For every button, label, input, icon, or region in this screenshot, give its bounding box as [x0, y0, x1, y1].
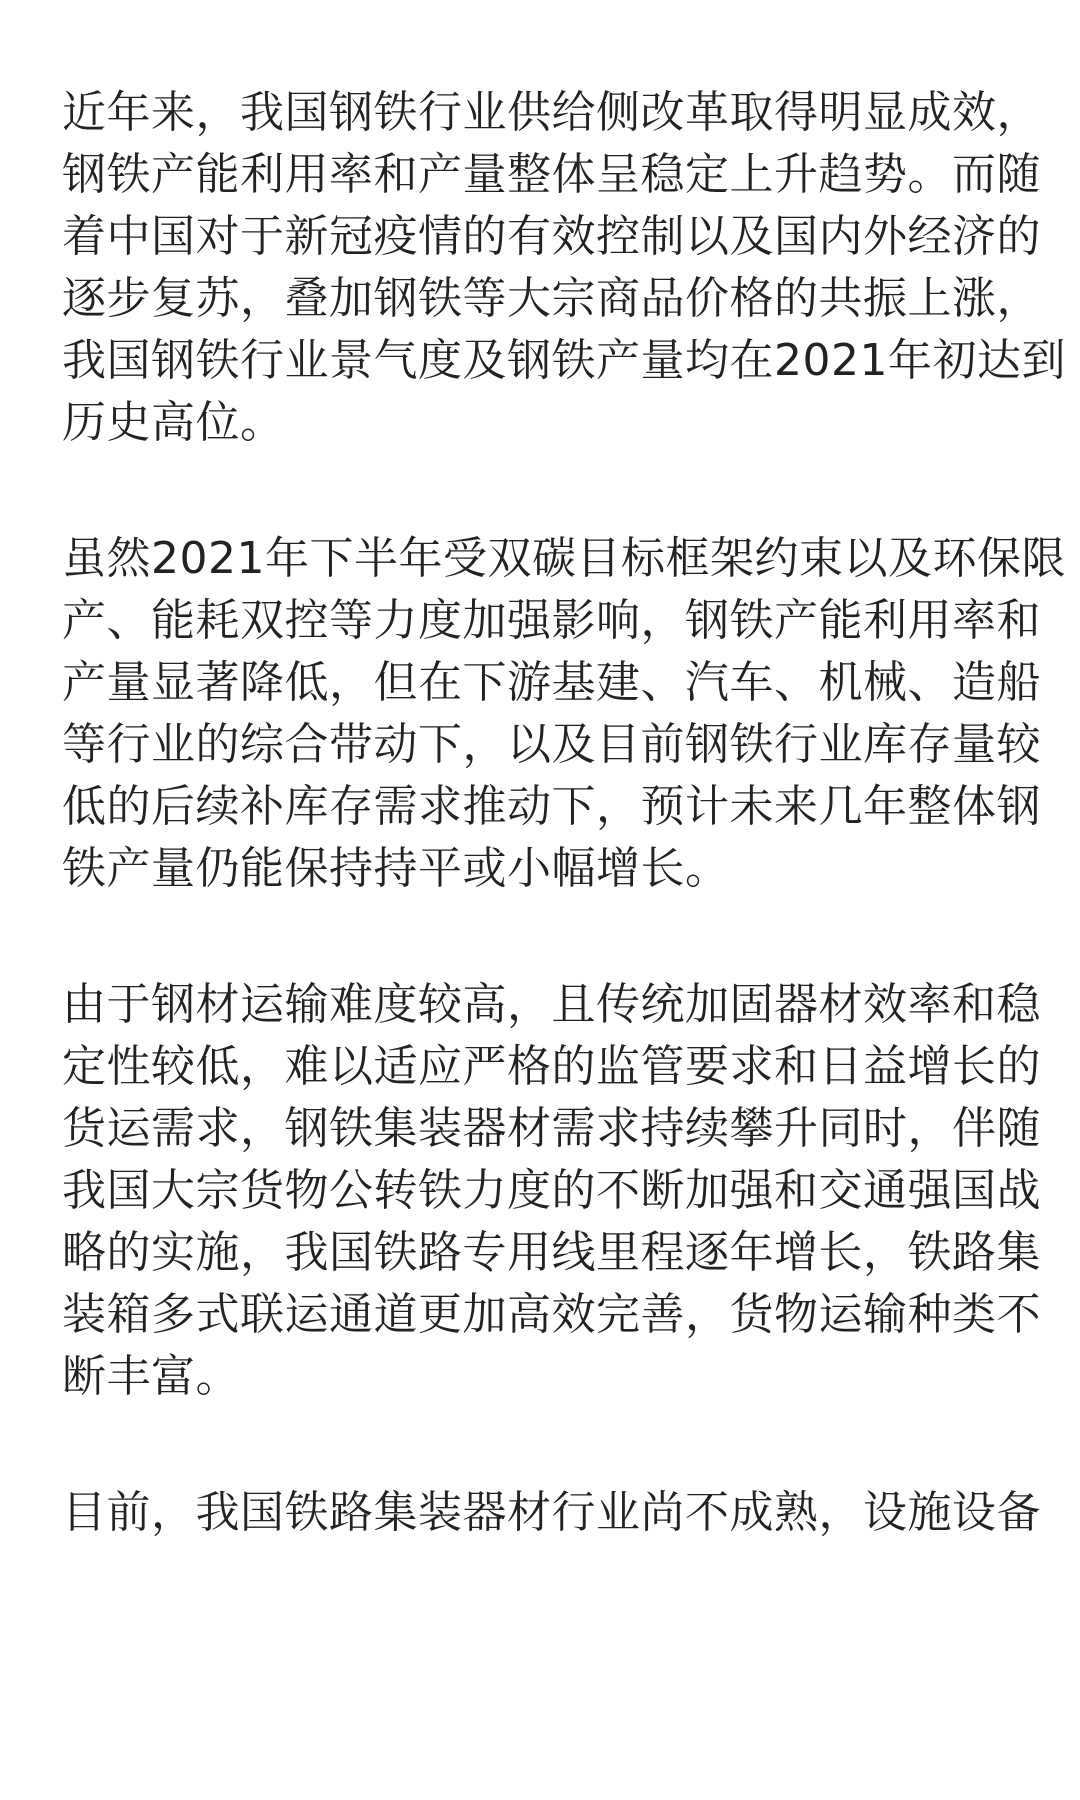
text-line: 近年来，我国钢铁行业供给侧改革取得明显成效， [62, 87, 1041, 138]
text-line: 装箱多式联运通道更加高效完善，货物运输种类不 [62, 1289, 1041, 1340]
paragraph-4 [62, 1482, 1041, 1544]
text-line: 我国钢铁行业景气度及钢铁产量均在2021年初达到 [62, 335, 1066, 386]
text-line: 略的实施，我国铁路专用线里程逐年增长，铁路集 [62, 1227, 1041, 1278]
text-line: 历史高位。 [62, 397, 285, 448]
text-line: 产、能耗双控等力度加强影响，钢铁产能利用率和 [62, 595, 1041, 646]
text-line: 产量显著降低，但在下游基建、汽车、机械、造船 [62, 657, 1041, 708]
paragraph-1 [62, 82, 1066, 454]
text-line: 铁产量仍能保持持平或小幅增长。 [62, 843, 730, 894]
article-body [62, 82, 1066, 1618]
text-line: 定性较低，难以适应严格的监管要求和日益增长的 [62, 1041, 1041, 1092]
text-line: 钢铁产能利用率和产量整体呈稳定上升趋势。而随 [62, 149, 1041, 200]
text-line: 等行业的综合带动下，以及目前钢铁行业库存量较 [62, 719, 1041, 770]
paragraph-3 [62, 974, 1041, 1408]
text-line: 逐步复苏，叠加钢铁等大宗商品价格的共振上涨， [62, 273, 1041, 324]
text-line: 低的后续补库存需求推动下，预计未来几年整体钢 [62, 781, 1041, 832]
text-line: 断丰富。 [62, 1351, 240, 1402]
text-line: 虽然2021年下半年受双碳目标框架约束以及环保限 [62, 533, 1066, 584]
text-line: 我国大宗货物公转铁力度的不断加强和交通强国战 [62, 1165, 1041, 1216]
paragraph-2 [62, 528, 1066, 900]
text-line: 着中国对于新冠疫情的有效控制以及国内外经济的 [62, 211, 1041, 262]
text-line: 由于钢材运输难度较高，且传统加固器材效率和稳 [62, 979, 1041, 1030]
text-line: 货运需求，钢铁集装器材需求持续攀升同时，伴随 [62, 1103, 1041, 1154]
text-line: 目前，我国铁路集装器材行业尚不成熟，设施设备 [62, 1487, 1041, 1538]
